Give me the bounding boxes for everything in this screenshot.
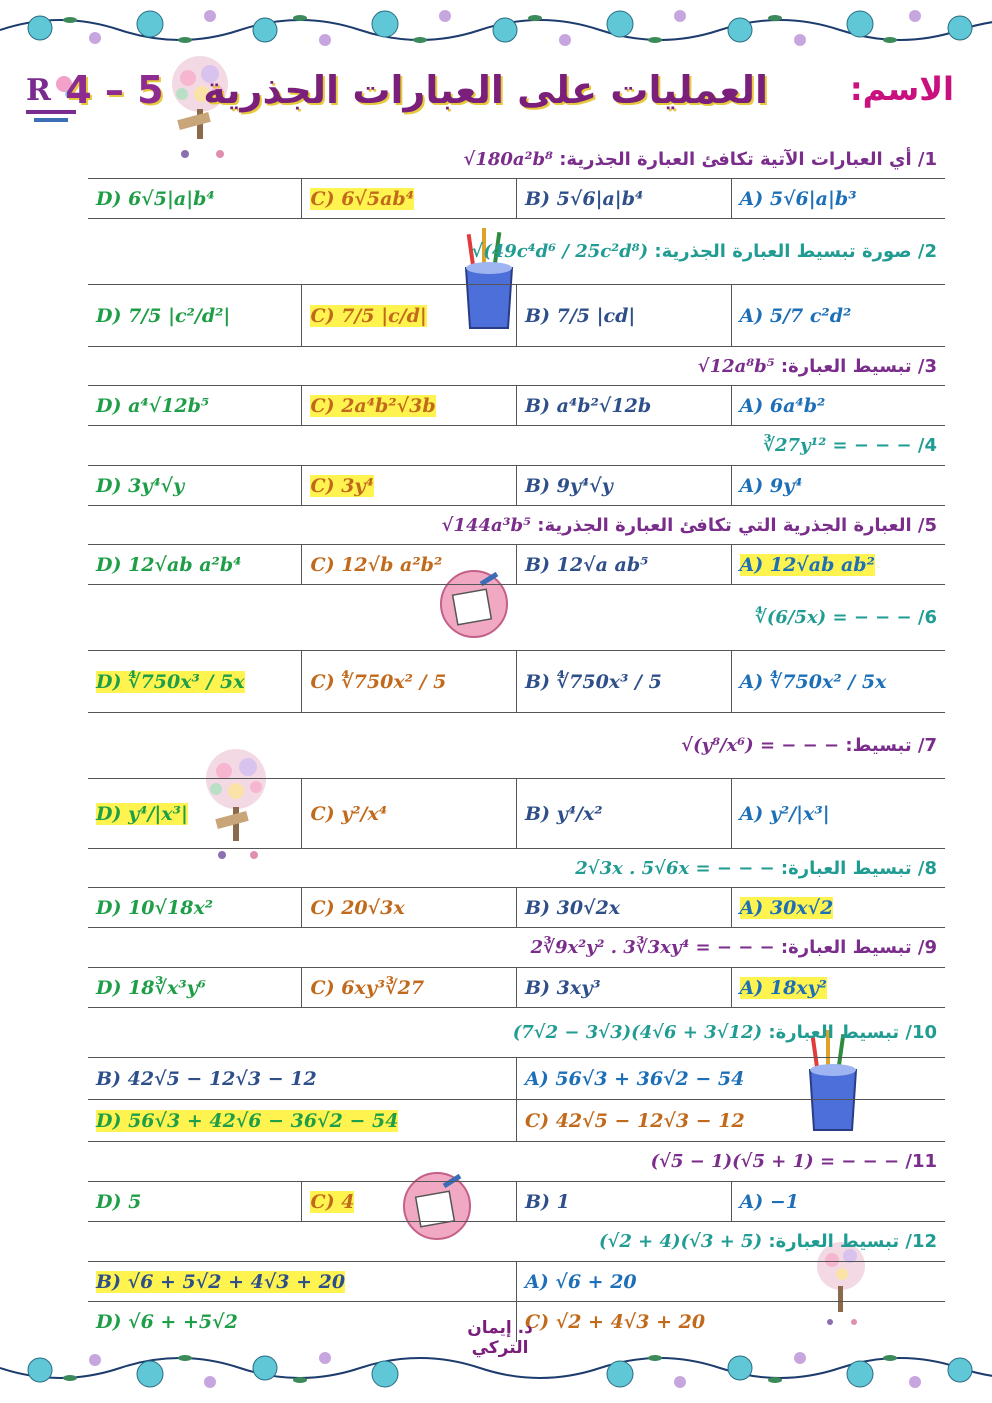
option-c[interactable]: C) 2a⁴b²√3b [302,386,517,426]
option-a[interactable]: A) 18xy² [731,968,945,1008]
option-d[interactable]: D) √6 + +5√2 [88,1302,516,1342]
option-d[interactable]: D) ∜750x³ / 5x [88,651,302,713]
question-row: 2/ صورة تبسيط العبارة الجذرية: √(49c⁴d⁶ / 25c²d⁸) [88,219,945,285]
option-b[interactable]: B) 9y⁴√y [516,466,731,506]
option-c[interactable]: C) y²/x⁴ [302,779,517,849]
option-a[interactable]: A) 6a⁴b² [731,386,945,426]
option-c[interactable]: C) 20√3x [302,888,517,928]
option-a[interactable]: A) y²/|x³| [731,779,945,849]
option-d[interactable]: D) 56√3 + 42√6 − 36√2 − 54 [88,1100,516,1142]
option-d[interactable]: D) 12√ab a²b⁴ [88,545,302,585]
option-d[interactable]: D) 10√18x² [88,888,302,928]
option-c[interactable]: C) 7/5 |c/d| [302,285,517,347]
svg-text:R: R [26,73,51,108]
option-d[interactable]: D) 5 [88,1182,302,1222]
option-d[interactable]: D) 6√5|a|b⁴ [88,179,302,219]
option-b[interactable]: B) 42√5 − 12√3 − 12 [88,1058,516,1100]
options-row [88,466,945,506]
floral-border-top [0,0,992,60]
options-row [88,285,945,347]
option-d[interactable]: D) 18∛x³y⁶ [88,968,302,1008]
option-b[interactable]: B) √6 + 5√2 + 4√3 + 20 [88,1262,516,1302]
option-a[interactable]: A) ∜750x² / 5x [731,651,945,713]
question-row: 6/ ∜(6/5x) = − − − [88,585,945,651]
question-row: 10/ تبسيط العبارة: (7√2 − 3√3)(4√6 + 3√12) [88,1008,945,1058]
option-c[interactable]: C) √2 + 4√3 + 20 [524,1310,706,1333]
option-a[interactable]: A) 5√6|a|b³ [731,179,945,219]
options-row [88,1100,945,1142]
option-a[interactable]: A) 12√ab ab² [731,545,945,585]
option-c[interactable]: C) 3y⁴ [302,466,517,506]
option-a[interactable]: A) 56√3 + 36√2 − 54 [516,1058,945,1100]
questions-table [88,140,945,1342]
author-signature: د. إيمان التركي [467,1318,533,1358]
question-row: 5/ العبارة الجذرية التي تكافئ العبارة الجذرية: √144a³b⁵ [88,506,945,545]
option-a[interactable]: A) √6 + 20 [516,1262,945,1302]
page-header [0,62,992,142]
options-row [88,1182,945,1222]
option-c[interactable]: C) 6√5ab⁴ [302,179,517,219]
option-b[interactable]: B) 12√a ab⁵ [516,545,731,585]
options-row [88,1262,945,1302]
page-title: العمليات على العبارات الجذرية 5 – 4 [65,68,768,112]
question-row: 11/ (√5 − 1)(√5 + 1) = − − − [88,1142,945,1182]
question-row: 1/ أي العبارات الآتية تكافئ العبارة الجذرية: √180a²b⁸ [88,140,945,179]
options-row [88,779,945,849]
options-row [88,968,945,1008]
option-d[interactable]: D) a⁴√12b⁵ [88,386,302,426]
option-c[interactable]: C) ∜750x² / 5 [302,651,517,713]
options-row [88,386,945,426]
option-b[interactable]: B) 1 [516,1182,731,1222]
options-row [88,651,945,713]
option-b[interactable]: B) y⁴/x² [516,779,731,849]
option-c[interactable]: C) 12√b a²b² [302,545,517,585]
option-d[interactable]: D) 3y⁴√y [88,466,302,506]
option-a[interactable]: A) −1 [731,1182,945,1222]
question-row: 9/ تبسيط العبارة: 2∛9x²y² . 3∛3xy⁴ = − − − [88,928,945,968]
option-b[interactable]: B) ∜750x³ / 5 [516,651,731,713]
options-row [88,179,945,219]
question-row: 12/ تبسيط العبارة: (√2 + 4)(√3 + 5) [88,1222,945,1262]
options-row [88,888,945,928]
option-b[interactable]: B) 5√6|a|b⁴ [516,179,731,219]
options-row [88,545,945,585]
option-a[interactable]: A) 30x√2 [731,888,945,928]
option-c[interactable]: C) 6xy³∛27 [302,968,517,1008]
option-a[interactable]: A) 9y⁴ [731,466,945,506]
floral-border-bottom [0,1338,992,1398]
options-row [88,1058,945,1100]
option-c[interactable]: C) 42√5 − 12√3 − 12 [516,1100,945,1142]
student-name-label: الاسم: [849,70,954,108]
question-row: 8/ تبسيط العبارة: 2√3x . 5√6x = − − − [88,849,945,888]
question-row: 3/ تبسيط العبارة: √12a⁸b⁵ [88,347,945,386]
question-row: 7/ تبسيط: √(y⁸/x⁶) = − − − [88,713,945,779]
question-row: 4/ ∛27y¹² = − − − [88,426,945,466]
option-b[interactable]: B) 3xy³ [516,968,731,1008]
option-b[interactable]: B) a⁴b²√12b [516,386,731,426]
option-b[interactable]: B) 7/5 |cd| [516,285,731,347]
option-b[interactable]: B) 30√2x [516,888,731,928]
option-a[interactable]: A) 5/7 c²d² [731,285,945,347]
option-d[interactable]: D) 7/5 |c²/d²| [88,285,302,347]
option-d[interactable]: D) y⁴/|x³| [88,779,302,849]
option-c[interactable]: C) 4 [302,1182,517,1222]
